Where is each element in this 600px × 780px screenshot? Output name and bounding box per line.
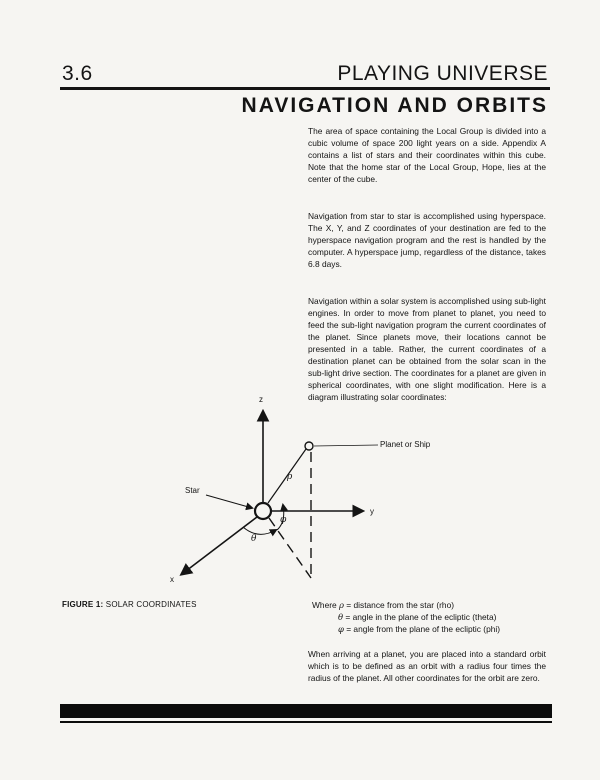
theta-definition: = angle in the plane of the ecliptic (theta) xyxy=(345,612,497,622)
y-axis-label: y xyxy=(370,507,374,516)
definitions-block xyxy=(312,599,552,635)
theta-label: θ xyxy=(251,534,257,544)
phi-label: φ xyxy=(280,515,287,525)
section-title: NAVIGATION AND ORBITS xyxy=(241,94,548,117)
x-axis xyxy=(182,517,257,574)
x-axis-label: x xyxy=(170,575,174,584)
paragraph-hyperspace: Navigation from star to star is accomplished using hyperspace. The X, Y, and Z coordinates of your destination are fed to the hyperspace navigation program and the rest is handled by the computer. A hyperspace jump, regardless of the distance, takes 6.8 days. xyxy=(308,211,546,269)
star-circle xyxy=(255,503,271,519)
definition-phi xyxy=(312,623,552,635)
rho-definition: = distance from the star (rho) xyxy=(346,600,455,610)
rho-symbol: ρ xyxy=(339,600,344,610)
z-axis-label: z xyxy=(259,395,263,404)
figure-caption-label: FIGURE 1: xyxy=(62,600,104,609)
definitions-lead: Where xyxy=(312,600,337,610)
section-number: 3.6 xyxy=(62,62,93,85)
paragraph-intro: The area of space containing the Local Group is divided into a cubic volume of space 200 light years on a side. Appendix A contains a list of stars and their coordinates within this cube. Note that the home star of the Local Group, Hope, lies at the center of the cube. xyxy=(308,126,546,184)
projection-diagonal xyxy=(269,518,311,578)
star-pointer xyxy=(206,495,252,508)
running-title: PLAYING UNIVERSE xyxy=(337,62,548,85)
paragraph-sublight: Navigation within a solar system is accomplished using sub-light engines. In order to move from planet to planet, you need to feed the sub-light navigation program the current coordinates of the planet. Since planets move, their locations cannot be presented in a table. Rather, the current coordinates of a destination planet can be obtained from the solar scan in the sub-light drive section. The coordinates for a planet are given in spherical coordinates, with one slight modification. Here is a diagram illustrating solar coordinates: xyxy=(308,296,546,402)
star-label: Star xyxy=(185,486,200,495)
definition-theta xyxy=(312,611,552,623)
paragraph-orbit: When arriving at a planet, you are placed into a standard orbit which is to be defined as an orbit with a radius four times the radius of the planet. All other coordinates for the orbit are zero. xyxy=(308,649,546,683)
footer-rule xyxy=(60,721,552,723)
theta-arc xyxy=(243,527,276,534)
figure-caption-text: SOLAR COORDINATES xyxy=(105,600,197,609)
phi-definition: = angle from the plane of the ecliptic (phi) xyxy=(346,624,501,634)
definition-rho xyxy=(312,599,552,611)
planet-label: Planet or Ship xyxy=(380,440,431,449)
phi-symbol: φ xyxy=(338,624,344,634)
footer-bar xyxy=(60,704,552,718)
theta-symbol: θ xyxy=(338,612,344,622)
planet-pointer xyxy=(314,445,378,446)
rho-label: ρ xyxy=(287,472,293,482)
figure-caption xyxy=(62,600,197,609)
planet-circle xyxy=(305,442,313,450)
